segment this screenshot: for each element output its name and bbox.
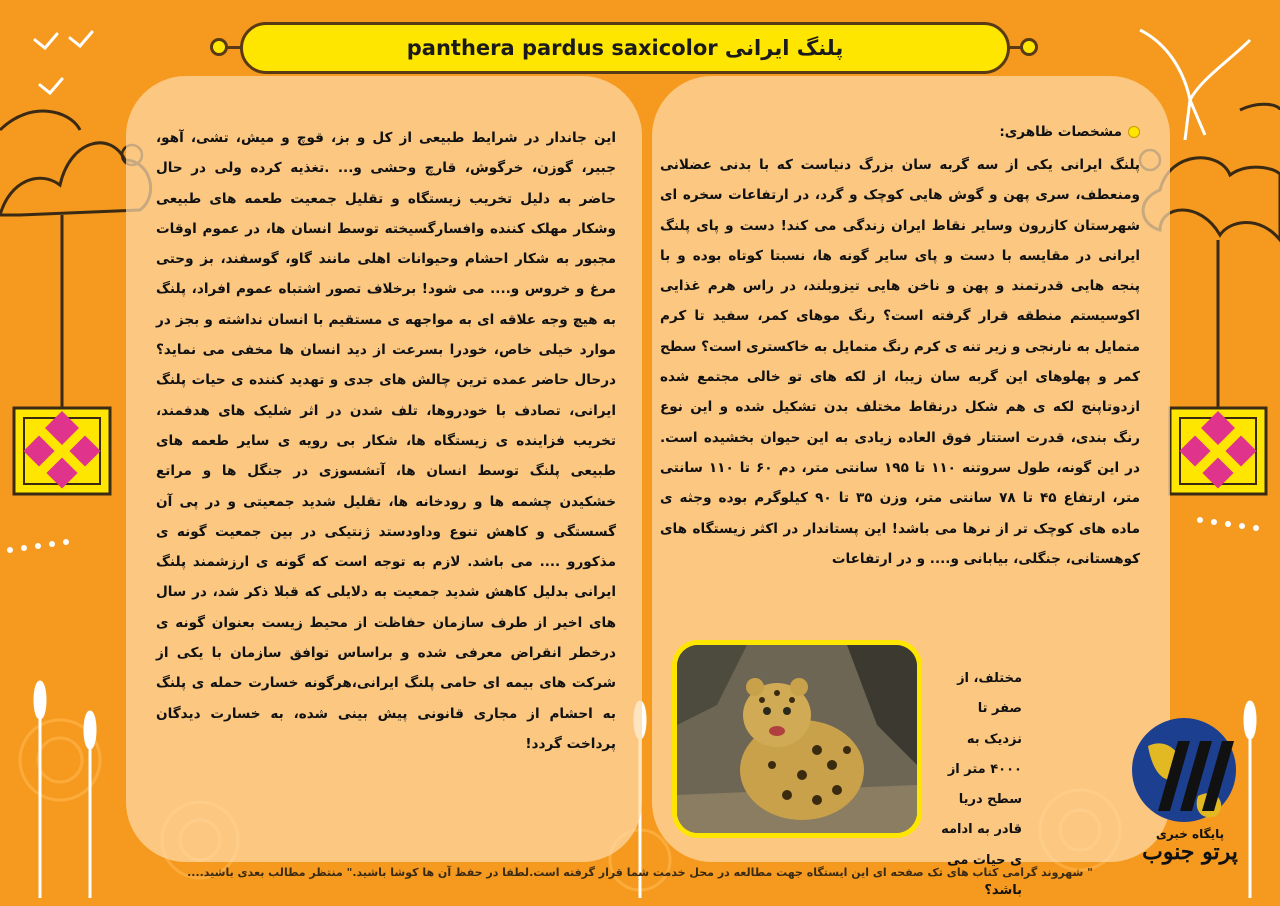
title-bar (240, 22, 1010, 74)
leopard-icon (677, 645, 917, 833)
logo-line2: پرتو جنوب (1142, 838, 1238, 865)
logo-line1: پایگاه خبری (1155, 827, 1225, 841)
left-panel-body: این جاندار در شرایط طبیعی از کل و بز، قوچ و میش، تشی، آهو، جبیر، گوزن، خرگوش، قارچ وحشی و... .تغذیه کرده ولی در حال حاضر به دلیل تخریب زیستگاه و تقلیل جمعیت طعمه های طبیعی وشکار مهلک کننده وافسارگسیخته توسط انسان ها، در عموم اوقات مجبور به شکار احشام وحیوانات اهلی مانند گاو، گوسفند، بز وحتی مرغ و خروس و.... می شود! برخلاف تصور اشتباه عموم افراد، پلنگ به هیچ وجه علاقه ای به مواجهه ی مستقیم با انسان نداشته و بجز در موارد خیلی خاص، خودرا بسرعت از دید انسان ها مخفی می نماید؟ درحال حاضر عمده ترین چالش های جدی و تهدید کننده ی حیات پلنگ ایرانی، تصادف با خودروها، تلف شدن در اثر شلیک های هدفمند، تخریب فزاینده ی زیستگاه ها، شکار بی رویه ی سایر طعمه های طبیعی پلنگ توسط انسان ها، آتشسوزی در جنگل ها و مراتع خشکیدن چشمه ها و رودخانه ها، تقلیل شدید جمعیتی و در پی آن گسستگی و کاهش تنوع وداودستد ژنتیکی در بین جمعیت گونه ی مذکورو .... می باشد. لازم به توجه است که گونه ی ارزشمند پلنگ ایرانی بدلیل کاهش شدید جمعیت به دلایلی که قبلا ذکر شد، در سال های اخیر از طرف سازمان حفاظت از محیط زیست بعنوان گونه ی درخطر انقراض معرفی شده و براساس توافق سازمان با یکی از شرکت های بیمه ای حامی پلنگ ایرانی،هرگونه خسارت حمله ی پلنگ به احشام از مجاری قانونی پیش بینی شده، به خسارت دیدگان پرداخت گردد! (156, 130, 616, 752)
right-panel-body: پلنگ ایرانی یکی از سه گربه سان بزرگ دنیاست که با بدنی عضلانی ومنعطف، سری پهن و گوش هایی کوچک و گرد، در ارتفاعات سخره ای شهرستان کازرون وسایر نقاط ایران زندگی می کند! دست و پای پلنگ ایرانی در مقایسه با دست و پای سایر گونه ها، نسبتا کوتاه بوده و با پنجه هایی قدرتمند و پهن و ناخن هایی تیزوبلند، در راس هرم غذایی اکوسیستم منطقه قرار گرفته است؟ رنگ موهای کمر، سفید تا کرم متمایل به نارنجی و زیر تنه ی کرم رنگ متمایل به خاکستری است؟ سطح کمر و پهلوهای این گربه سان زیبا، از لکه های تو خالی مجتمع شده ازدوتاپنج لکه ی هم شکل درنقاط مختلف بدن تشکیل شده و این نوع رنگ بندی، قدرت استتار فوق العاده زیادی به این حیوان بخشیده است. در این گونه، طول سروتنه ۱۱۰ تا ۱۹۵ سانتی متر، دم ۶۰ تا ۱۱۰ سانتی متر، ارتفاع ۴۵ تا ۷۸ سانتی متر، وزن ۳۵ تا ۹۰ کیلوگرم بوده وجثه ی ماده های کوچک تر از نرها می باشد! این پستاندار در اکثر زیستگاه های کوهستانی، جنگلی، بیابانی و.... و در ارتفاعات (660, 157, 1140, 567)
title-dot-left (210, 38, 228, 56)
right-ornament-icon (1170, 408, 1266, 494)
title-dot-right (1020, 38, 1038, 56)
heading-text: مشخصات ظاهری: (999, 124, 1122, 140)
left-ornament-icon (14, 408, 110, 494)
logo-text (1140, 828, 1240, 864)
leopard-photo (672, 640, 922, 838)
right-panel-tail: مختلف، از صفر تا نزدیک به ۴۰۰۰ متر از سطح دریا قادر به ادامه ی حیات می باشد؟ (941, 671, 1022, 899)
birds-icon (35, 32, 92, 93)
bullet-icon (1128, 126, 1140, 138)
footer-note: " شهروند گرامی کتاب های تک صفحه ای این ایستگاه جهت مطالعه در محل خدمت شما قرار گرفته است.لطفا در حفظ آن ها کوشا باشید." منتظر مطالب بعدی باشید.... (187, 866, 1093, 879)
right-panel-heading (990, 120, 1140, 144)
page-title: panthera pardus saxicolor پلنگ ایرانی (406, 36, 844, 60)
